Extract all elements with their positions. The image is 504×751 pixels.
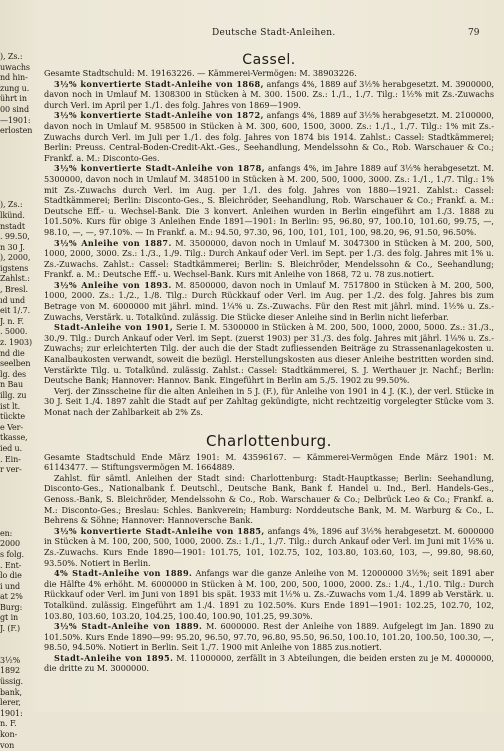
margin-fragment	[0, 497, 38, 508]
margin-fragment	[0, 518, 38, 529]
margin-fragment: . 5000.	[0, 327, 28, 337]
margin-fragment	[0, 476, 38, 487]
margin-fragment: lo die	[0, 571, 22, 581]
cassel-loan-1868	[44, 79, 494, 111]
margin-fragment: lg. des	[0, 369, 27, 379]
cassel-loan-1872	[44, 110, 494, 163]
loan-text: anfangs 4%, 1889 auf 3½% herabgesetzt. M. 3900000, davon noch in Umlauf M. 1308300 in Stücken à M. 300. 1500. Zs.: 1./1., 1./7. Tilg.: 1½% mit Zs.-Zuwachs durch Verl. im April per 1./1. des folg. Jahres von 1869—1909.	[44, 78, 494, 110]
loan-heading: Stadt-Anleihe von 1895.	[54, 652, 174, 663]
margin-fragment: nd die	[0, 348, 25, 358]
margin-fragment: üssig.	[0, 677, 23, 687]
margin-fragment: , Bresl.	[0, 285, 28, 295]
margin-fragment: ), 2000,	[0, 253, 31, 263]
cassel-loan-1878	[44, 163, 494, 237]
margin-fragment: nstadt	[0, 221, 25, 231]
loan-heading: 4% Stadt-Anleihe von 1889.	[54, 568, 193, 579]
margin-fragment: von	[0, 740, 15, 750]
margin-fragment: 2000	[0, 539, 20, 549]
cassel-debt-summary: Gesamte Stadtschuld: M. 19163226. — Kämmerei-Vermögen: M. 38903226.	[44, 68, 357, 78]
charlottenburg-debt-summary: Gesamte Stadtschuld Ende März 1901: M. 43596167. — Kämmerei-Vermögen Ende März 1901: M. 61143477. — Stiftungsvermögen M. 1664889.	[44, 451, 494, 473]
cassel-loan-1887	[44, 238, 494, 280]
loan-heading: 3½% Stadt-Anleihe von 1889.	[54, 621, 203, 632]
loan-heading: 3½% konvertierte Stadt-Anleihe von 1868,	[54, 78, 264, 89]
section-title-charlottenburg: Charlottenburg.	[206, 431, 332, 450]
margin-fragment: seelben	[0, 359, 31, 369]
loan-heading: Stadt-Anleihe von 1901,	[54, 322, 174, 333]
margin-fragment	[0, 508, 38, 519]
margin-fragment: gt in	[0, 613, 19, 623]
margin-fragment	[0, 169, 38, 180]
loan-heading: 3½% konvertierte Stadt-Anleihe von 1885,	[54, 525, 265, 536]
margin-fragment: ist lt.	[0, 401, 21, 411]
loan-heading: 3½% konvertierte Stadt-Anleihe von 1872,	[54, 110, 264, 121]
margin-fragment: 3½%	[0, 655, 21, 665]
margin-fragment: z. 1903)	[0, 338, 32, 348]
margin-fragment: n Bau	[0, 380, 23, 390]
loan-text: anfangs 4%, im Jahre 1889 auf 3½% herabgesetzt. M. 5300000, davon noch in Umlauf M. 3485100 in Stücken à M. 200, 500, 1000, 3000. Zs.: 1./1., 1./7. Tilg.: 1% mit Zs.-Zuwachs durch Verl. im Aug. per 1./1. des folg. Jahres von 1880—1921. Zahlst.: Cassel: Stadtkämmerei; Berlin: Disconto-Ges., S. Bleichröder, Seehandlung, Rob. Warschauer & Co.; Frankf. a. M.: Deutsche Eff.- u. Wechsel-Bank. Die 3 konvert. Anleihen wurden in Berlin eingeführt am 1./3. 1888 zu 101.50%. Kurs für obige 3 Anleihen Ende 1891—1901: In Berlin: 95, 96.80, 97, 100.10, 101.60, 99.75, —, 98.10, —, —, 97.10%. — In Frankf. a. M.: 94.50, 97.30, 96, 100, 101, 101, 100, 98.20, 96, 91.50, 96.50%.	[44, 163, 494, 237]
margin-fragment: . Ent-	[0, 560, 22, 570]
margin-fragment: lerer,	[0, 698, 21, 708]
margin-fragment	[0, 179, 38, 190]
margin-fragment: J. n. F.	[0, 316, 24, 326]
loan-text: anfangs 4%, 1896 auf 3½% herabgesetzt. M. 6000000 in Stücken à M. 100, 200, 500, 1000, 2000. Zs.: 1./1., 1./7. Tilg.: durch Ankauf oder Verl. im Juni mit 1½% u. Zs.-Zuwachs. Kurs Ende 1890—1901: 101.75, 101, 102.75, 102, 103.80, 103.60, 103, —, 99.80, 98.60, 93.50%. Notiert in Berlin.	[44, 525, 494, 568]
running-title: Deutsche Stadt-Anleihen.	[212, 28, 336, 38]
margin-fragment: eit 1/.7.	[0, 306, 31, 316]
margin-fragment: ), Zs.:	[0, 52, 23, 61]
margin-fragment	[0, 190, 38, 201]
cassel-note: Verj. der Zinsscheine für die alten Anleihen in 5 J. (F.), für Anleihe von 1901 in 4 J. (K.), der verl. Stücke in 30 J. Seit 1./4. 1897 zahlt die Stadt auf per Zahltag gekündigte, nicht rechtzeitig vorgelegter Stücke vom 3. Monat nach der Zahlbarkeit ab 2% Zs.	[44, 385, 494, 417]
margin-fragment: 1892	[0, 666, 20, 676]
left-margin-fragments	[0, 52, 38, 751]
margin-fragment: at 2%	[0, 592, 23, 602]
margin-fragment: J. (F.)	[0, 624, 21, 634]
margin-fragment: s folg.	[0, 549, 24, 559]
margin-fragment	[0, 137, 38, 148]
margin-fragment: r ver-	[0, 465, 22, 475]
cassel-loan-1901	[44, 322, 494, 386]
margin-fragment: kon-	[0, 730, 18, 739]
margin-fragment: ied u.	[0, 443, 23, 453]
margin-fragment: zung u.	[0, 83, 30, 93]
margin-fragment: illg. zu	[0, 391, 27, 400]
margin-fragment	[0, 635, 38, 646]
margin-fragment: . 99.50,	[0, 232, 30, 242]
loan-text: M. 11000000, zerfällt in 3 Abteilungen, die beiden ersten zu je M. 4000000, die dritte zu M. 3000000.	[44, 652, 494, 674]
margin-fragment: n. F.	[0, 719, 17, 729]
loan-heading: 3½% Anleihe von 1887.	[54, 237, 172, 248]
margin-fragment: i und	[0, 581, 21, 591]
margin-fragment: —1901:	[0, 115, 31, 125]
charlottenburg-loan-1889-4	[44, 568, 494, 621]
page-header	[0, 26, 504, 38]
loan-text: M. 8500000, davon noch in Umlauf M. 7517800 in Stücken à M. 200, 500, 1000, 2000. Zs.: 1./2., 1./8. Tilg.: Durch Rückkauf oder Verl. im Aug. per 1./2. des folg. Jahres bis zum Betrage von M. 6000000 mit jährl. mind. 1¼% u. Zs.-Zuwachs. Für den Rest mit jährl. mind. 1½% u. Zs.-Zuwachs, Verstärk. u. Totalkünd. zulässig. Die Stücke dieser Anleihe sind in Berlin nicht lieferbar.	[44, 279, 494, 322]
margin-fragment: igstens	[0, 263, 29, 273]
margin-fragment	[0, 147, 38, 158]
margin-fragment: en:	[0, 528, 13, 538]
loan-text: Anfangs war die ganze Anleihe von M. 12000000 3½%; seit 1891 aber die Hälfte 4% erhöht. M. 6000000 in Stücken à M. 100, 200, 500, 1000, 2000. Zs.: 1./4., 1./10. Tilg.: Durch Rückkauf oder Verl. im Juni von 1891 bis spät. 1933 mit 1½% u. Zs.-Zuwachs vom 1./4. 1899 ab Verstärk. u. Totalkünd. zulässig. Eingeführt am 1./4. 1891 zu 102.50%. Kurs Ende 1891—1901: 102.25, 102.70, 102, 103.80, 103.60, 103.20, 104.25, 100.40, 100.90, 101.25, 99.30%.	[44, 568, 494, 621]
margin-fragment: n 30 J.	[0, 242, 25, 252]
margin-fragment: tkasse,	[0, 433, 28, 443]
margin-fragment: . Ein-	[0, 454, 21, 464]
page-number: 79	[468, 28, 480, 38]
cassel-loan-1893	[44, 280, 494, 322]
loan-text: anfangs 4%, 1889 auf 3½% herabgesetzt. M. 2100000, davon noch in Umlauf M. 958500 in Stücken à M. 300, 600, 1500, 3000. Zs.: 1./1., 1./7. Tilg.: 1% mit Zs.-Zuwachs durch Verl. im Juli per 1./1. des folg. Jahres von 1874 bis 1914. Zahlst.: Cassel: Stadtkämmerei; Berlin: Preuss. Central-Boden-Credit-Akt.-Ges., Seehandlung, Mendelssohn & Co., Rob. Warschauer & Co.; Frankf. a. M.: Disconto-Ges.	[44, 110, 494, 163]
margin-fragment: ), Zs.:	[0, 200, 23, 210]
loan-text: M. 6000000. Rest der Anleihe von 1889. Aufgelegt im Jan. 1890 zu 101.50%. Kurs Ende 1890—99: 95.20, 96.50, 97.70, 96.80, 95.50, 96.50, 100.10, 101.20, 100.50, 100.30, —, 98.50, 94.50%. Notiert in Berlin. Seit 1./7. 1900 mit Anleihe von 1885 zus.notiert.	[44, 621, 494, 653]
margin-fragment: 1901:	[0, 708, 23, 718]
margin-fragment: erlosten	[0, 126, 33, 136]
margin-fragment: tückte	[0, 412, 26, 422]
charlottenburg-loan-1889-35	[44, 621, 494, 653]
margin-fragment: nd hin-	[0, 73, 28, 83]
margin-fragment: ıd und	[0, 295, 26, 305]
charlottenburg-intro: Zahlst. für sämtl. Anleihen der Stadt sind: Charlottenburg: Stadt-Hauptkasse; Berlin: Seehandlung, Disconto-Ges., Nationalbank f. Deutschl., Deutsche Bank, Bank f. Handel u. Ind., Berl. Handels-Ges., Genoss.-Bank, S. Bleichröder, Mendelssohn & Co., Rob. Warschauer & Co.; Delbrück Leo & Co.; Frankf. a. M.: Disconto-Ges.; Breslau: Schles. Bankverein; Hamburg: Norddeutsche Bank, M. M. Warburg & Co., L. Behrens & Söhne; Hannover: Hannoversche Bank.	[44, 472, 494, 526]
margin-fragment: Zahlst.:	[0, 274, 30, 284]
loan-text: M. 3500000, davon noch in Umlauf M. 3047300 in Stücken à M. 200, 500, 1000, 2000, 3000. Zs.: 1./3., 1./9. Tilg.: Durch Ankauf oder Verl. im Sept. per 1./3. des folg. Jahres mit 1% u. Zs.-Zuwachs. Zahlst.: Cassel: Stadtkämmerei; Berlin: S. Bleichröder, Mendelssohn & Co., Seehandlung; Frankf. a. M.: Deutsche Eff.- u. Wechsel-Bank. Kurs mit Anleihe von 1868, 72 u. 78 zus.notiert.	[44, 237, 494, 280]
margin-fragment: ührt in	[0, 94, 27, 104]
margin-fragment	[0, 645, 38, 656]
margin-fragment: 00 sind	[0, 104, 29, 114]
margin-fragment: uwachs	[0, 62, 30, 72]
margin-fragment: e Ver-	[0, 422, 23, 432]
section-title-cassel: Cassel.	[242, 52, 296, 68]
margin-fragment: bank,	[0, 687, 22, 697]
margin-fragment: lkünd.	[0, 210, 25, 220]
margin-fragment	[0, 486, 38, 497]
margin-fragment	[0, 158, 38, 169]
charlottenburg-loan-1895	[44, 653, 494, 674]
charlottenburg-loan-1885	[44, 526, 494, 568]
margin-fragment: Burg:	[0, 602, 23, 612]
loan-heading: 3½% Anleihe von 1893.	[54, 279, 172, 290]
main-column	[44, 52, 494, 674]
loan-text: Serie I. M. 5300000 in Stücken à M. 200, 500, 1000, 2000, 5000. Zs.: 31./3., 30./9. Tilg.: Durch Ankauf oder Verl. im Sept. (zuerst 1903) per 31./3. des folg. Jahres mit jährl. 1⅛% u. Zs.-Zuwachs; zur erleichterten Tilg. der auch die der Stadt zufliessenden Beiträge zu Strassenanlagekosten u. Kanalbaukosten verwandt, soweit die bezügl. Herstellungskosten aus dieser Anleihe bestritten worden sind. Verstärkte Tilg. u. Totalkünd. zulässig. Zahlst.: Cassel: Stadtkämmerei, S. J. Werthauer jr. Nachf.; Berlin: Deutsche Bank; Hannover: Hannov. Bank. Eingeführt in Berlin am 5./5. 1902 zu 99.50%.	[44, 322, 495, 386]
loan-heading: 3½% konvertierte Stadt-Anleihe von 1878,	[54, 163, 265, 174]
